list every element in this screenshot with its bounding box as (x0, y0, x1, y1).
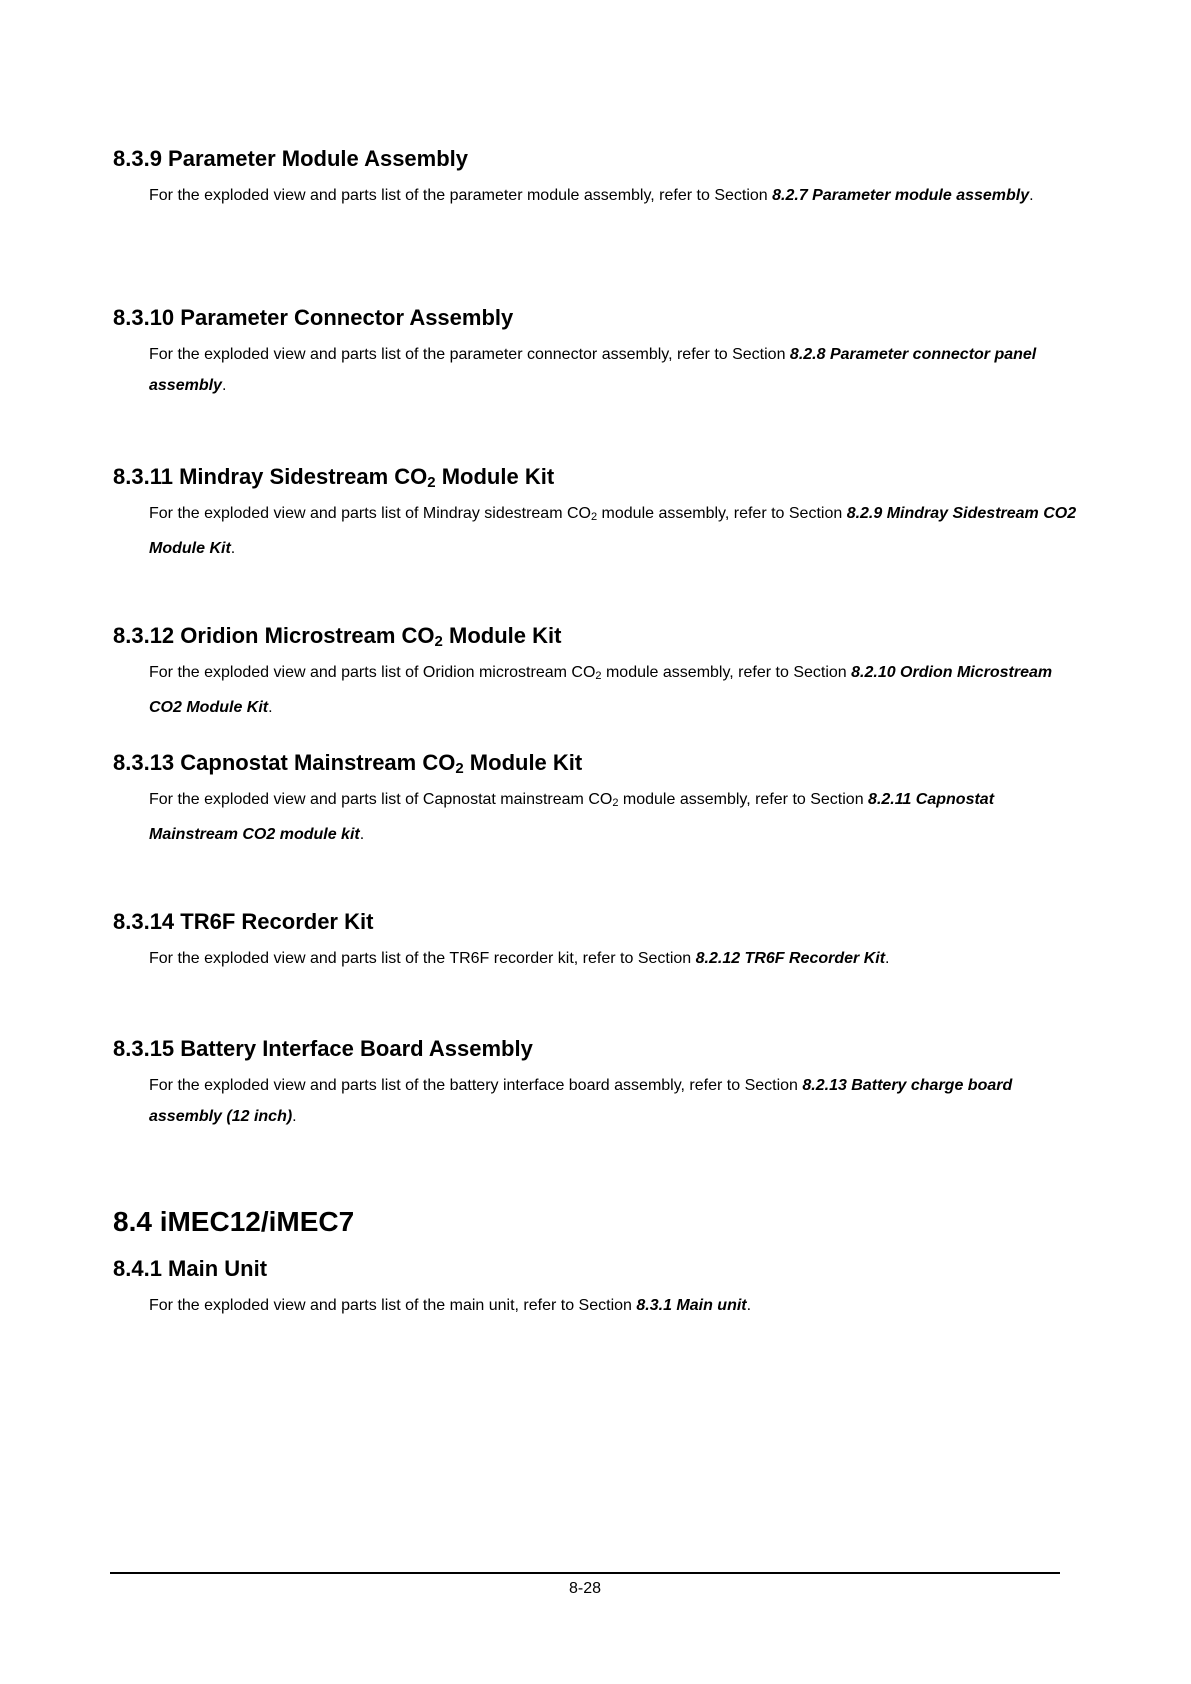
section-title-8-3-15: 8.3.15 Battery Interface Board Assembly (113, 1036, 533, 1061)
section-reference: 8.2.10 Ordion Microstream CO2 Module Kit (149, 664, 1053, 716)
section-title-8-3-9: 8.3.9 Parameter Module Assembly (113, 146, 469, 171)
section-body-8-3-11: For the exploded view and parts list of Mindray sidestream CO2 module assembly, refer to Section 8.2.9 Mindray Sidestream CO2 Module Kit. (149, 505, 1077, 557)
section-body-8-3-14: For the exploded view and parts list of the TR6F recorder kit, refer to Section 8.2.12 TR6F Recorder Kit. (149, 950, 890, 967)
section-body-8-3-15: For the exploded view and parts list of the battery interface board assembly, refer to Section 8.2.13 Battery charge board assembly (12 inch). (149, 1077, 1013, 1125)
section-title-8-4-1: 8.4.1 Main Unit (113, 1256, 268, 1281)
section-body-8-3-9: For the exploded view and parts list of the parameter module assembly, refer to Section 8.2.7 Parameter module assembly. (149, 187, 1034, 204)
section-title-8-3-11: 8.3.11 Mindray Sidestream $CO_2$ Module Kit (113, 464, 555, 491)
footer-rule (110, 1572, 1060, 1574)
section-reference: 8.3.1 Main unit (636, 1297, 747, 1314)
chapter-title-8-4: 8.4 iMEC12/iMEC7 (113, 1206, 355, 1237)
section-body-8-3-12: For the exploded view and parts list of Oridion microstream CO2 module assembly, refer to Section 8.2.10 Ordion Microstream CO2 Module Kit. (149, 664, 1053, 716)
section-body-8-4-1: For the exploded view and parts list of the main unit, refer to Section 8.3.1 Main unit. (149, 1297, 752, 1314)
section-reference: 8.2.8 Parameter connector panel assembly (149, 346, 1037, 394)
section-reference: 8.2.12 TR6F Recorder Kit (695, 950, 886, 967)
section-body-8-3-13: For the exploded view and parts list of Capnostat mainstream CO2 module assembly, refer to Section 8.2.11 Capnostat Mainstream CO2 module kit. (149, 791, 995, 843)
section-reference: 8.2.7 Parameter module assembly (772, 187, 1030, 204)
section-body-8-3-10: For the exploded view and parts list of the parameter connector assembly, refer to Section 8.2.8 Parameter connector panel assembly. (149, 346, 1037, 394)
section-title-8-3-13: 8.3.13 Capnostat Mainstream $CO_2$ Module Kit (113, 750, 583, 777)
section-reference: 8.2.9 Mindray Sidestream CO2 Module Kit (149, 505, 1077, 557)
page-number: 8-28 (568, 1580, 602, 1597)
section-reference: 8.2.13 Battery charge board assembly (12 inch) (149, 1077, 1013, 1125)
section-title-8-3-14: 8.3.14 TR6F Recorder Kit (113, 909, 374, 934)
section-title-8-3-12: 8.3.12 Oridion Microstream $CO_2$ Module Kit (113, 623, 562, 650)
section-reference: 8.2.11 Capnostat Mainstream CO2 module kit (149, 791, 995, 843)
section-title-8-3-10: 8.3.10 Parameter Connector Assembly (113, 305, 514, 330)
